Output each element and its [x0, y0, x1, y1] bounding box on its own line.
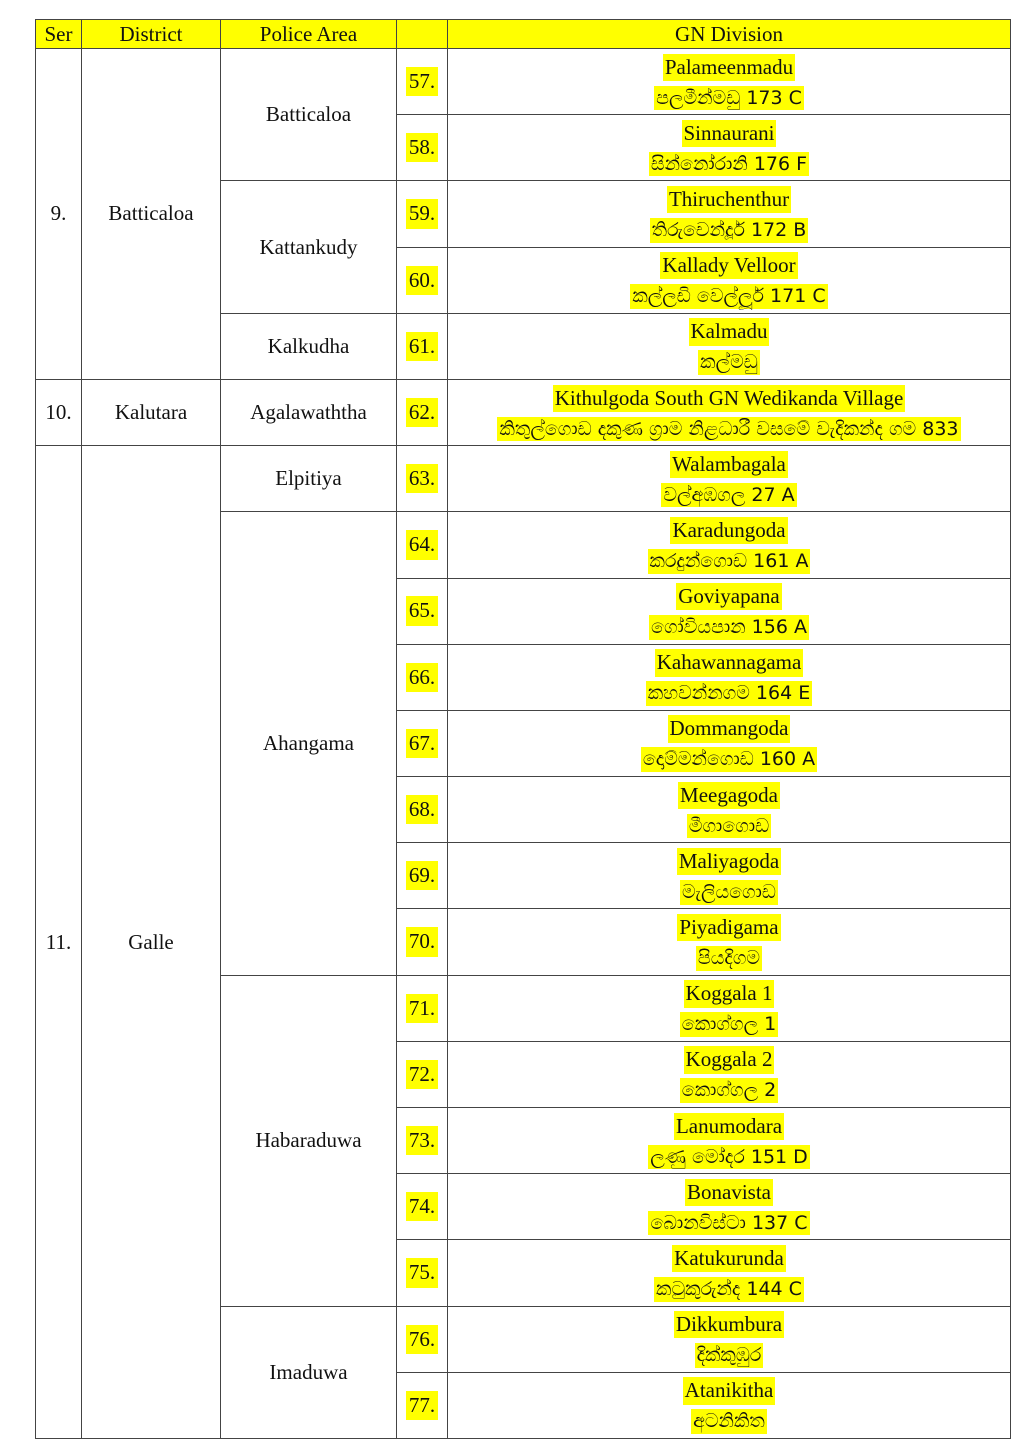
row-number-cell: [397, 247, 448, 313]
row-number: 76.: [406, 1325, 438, 1354]
gn-name-sinhala: මැලියගොඩ: [682, 880, 776, 903]
gn-name: Meegagoda: [678, 782, 780, 809]
gn-name: Goviyapana: [676, 583, 781, 610]
row-number: 57.: [406, 67, 438, 96]
row-number: 63.: [406, 464, 438, 493]
district-name: Galle: [128, 929, 174, 954]
gn-name: Maliyagoda: [677, 848, 781, 875]
row-number: 71.: [406, 994, 438, 1023]
gn-division-cell: [448, 578, 1011, 644]
serial-cell: [36, 379, 82, 445]
police-area-name: Batticaloa: [265, 102, 352, 127]
row-number: 66.: [406, 663, 438, 692]
gn-name-sinhala: දොම්මන්ගොඩ 160 A: [642, 748, 816, 771]
table-row: [36, 379, 1011, 445]
gn-division-cell: [448, 710, 1011, 776]
police-area-cell: [221, 49, 397, 181]
row-number-cell: [397, 975, 448, 1041]
row-number-cell: [397, 1240, 448, 1306]
row-number-cell: [397, 1306, 448, 1372]
header-row: [36, 20, 1011, 49]
gn-name: Palameenmadu: [663, 54, 795, 81]
gn-division-cell: [448, 446, 1011, 512]
gn-name: Lanumodara: [674, 1113, 784, 1140]
row-number-cell: [397, 909, 448, 975]
row-number-cell: [397, 777, 448, 843]
row-number-cell: [397, 115, 448, 181]
gn-name: Bonavista: [685, 1179, 773, 1206]
row-number-cell: [397, 710, 448, 776]
gn-name-sinhala: සින්නෝරානි 176 F: [650, 152, 808, 175]
table-row: [36, 49, 1011, 115]
gn-division-cell: [448, 644, 1011, 710]
gn-division-cell: [448, 379, 1011, 445]
district-name: Kalutara: [114, 400, 188, 425]
gn-division-cell: [448, 181, 1011, 247]
gn-name: Walambagala: [670, 451, 788, 478]
gn-division-cell: [448, 1240, 1011, 1306]
gn-name-sinhala: බොනවිස්ටා 137 C: [650, 1211, 808, 1234]
gn-name: Atanikitha: [683, 1377, 776, 1404]
gn-name: Sinnaurani: [682, 120, 777, 147]
row-number: 67.: [406, 729, 438, 758]
row-number-cell: [397, 313, 448, 379]
row-number-cell: [397, 49, 448, 115]
row-number: 69.: [406, 861, 438, 890]
gn-name-sinhala: දික්කුඹුර: [696, 1344, 762, 1367]
district-cell: [82, 49, 221, 380]
gn-name-sinhala: ගෝවියපාන 156 A: [651, 616, 807, 639]
police-area-name: Habaraduwa: [255, 1128, 362, 1153]
gn-name: Koggala 2: [684, 1046, 775, 1073]
gn-name-sinhala: තිරුචෙන්දූර් 172 B: [651, 218, 807, 241]
gn-division-cell: [448, 909, 1011, 975]
gn-name: Kahawannagama: [655, 649, 804, 676]
row-number: 73.: [406, 1126, 438, 1155]
row-number-cell: [397, 1372, 448, 1438]
gn-name: Dommangoda: [668, 715, 791, 742]
gn-name-sinhala: කල්ලඩි වෙල්ලූර් 171 C: [632, 285, 826, 308]
serial-cell: [36, 446, 82, 1439]
gn-division-cell: [448, 1372, 1011, 1438]
police-area-name: Ahangama: [263, 730, 354, 755]
row-number-cell: [397, 1041, 448, 1107]
gn-name-sinhala: කහවන්නගම 164 E: [647, 682, 811, 705]
gn-division-cell: [448, 512, 1011, 578]
gn-name-sinhala: ලණු මෝදර 151 D: [650, 1145, 808, 1168]
row-number-cell: [397, 843, 448, 909]
district-name: Batticaloa: [108, 201, 194, 226]
gn-name-sinhala: පියදිගම: [697, 947, 761, 970]
row-number: 58.: [406, 133, 438, 162]
police-area-cell: [221, 379, 397, 445]
gn-name: Piyadigama: [677, 914, 780, 941]
gn-division-cell: [448, 1108, 1011, 1174]
row-number: 59.: [406, 199, 438, 228]
row-number-cell: [397, 1108, 448, 1174]
police-area-cell: [221, 446, 397, 512]
header-gn-division: GN Division: [448, 20, 1011, 49]
row-number-cell: [397, 181, 448, 247]
row-number: 60.: [406, 266, 438, 295]
row-number-cell: [397, 578, 448, 644]
police-area-cell: [221, 1306, 397, 1438]
row-number: 64.: [406, 530, 438, 559]
police-area-cell: [221, 975, 397, 1306]
gn-division-cell: [448, 247, 1011, 313]
serial-number: 9.: [50, 201, 67, 226]
gn-name-sinhala: කරදුන්ගොඩ 161 A: [649, 549, 809, 572]
gn-name: Thiruchenthur: [667, 186, 791, 213]
serial-number: 11.: [45, 929, 72, 954]
gn-name-sinhala: මීගාගොඩ: [688, 814, 770, 837]
gn-name: Kithulgoda South GN Wedikanda Village: [553, 385, 906, 412]
gn-division-cell: [448, 1174, 1011, 1240]
gn-division-cell: [448, 975, 1011, 1041]
gn-name-sinhala: කිතුල්ගොඩ දකුණ ග්‍රාම නිළධාරී වසමේ වැදිකන්ද ගම 833: [499, 417, 959, 440]
gn-name-sinhala: කොග්ගල 2: [681, 1079, 777, 1102]
police-area-name: Kalkudha: [267, 333, 350, 358]
police-area-cell: [221, 181, 397, 313]
row-number: 65.: [406, 596, 438, 625]
gn-division-cell: [448, 843, 1011, 909]
row-number-cell: [397, 1174, 448, 1240]
gn-name-sinhala: අටනිකිත: [693, 1410, 765, 1433]
gn-name-sinhala: කොග්ගල 1: [681, 1013, 777, 1036]
row-number: 72.: [406, 1060, 438, 1089]
row-number: 77.: [406, 1391, 438, 1420]
gn-name: Kalmadu: [689, 318, 770, 345]
gn-name: Katukurunda: [672, 1245, 786, 1272]
gn-name: Karadungoda: [670, 517, 787, 544]
row-number: 70.: [406, 927, 438, 956]
serial-number: 10.: [45, 400, 72, 425]
gn-name: Koggala 1: [684, 980, 775, 1007]
gn-division-cell: [448, 49, 1011, 115]
header-ser: Ser: [36, 20, 82, 49]
gn-division-cell: [448, 313, 1011, 379]
gn-division-cell: [448, 1306, 1011, 1372]
row-number: 61.: [406, 332, 438, 361]
gn-division-cell: [448, 1041, 1011, 1107]
police-area-name: Agalawaththa: [250, 400, 367, 425]
police-area-name: Imaduwa: [269, 1359, 348, 1384]
gn-name: Kallady Velloor: [660, 252, 797, 279]
gn-division-cell: [448, 777, 1011, 843]
row-number: 75.: [406, 1258, 438, 1287]
row-number: 62.: [406, 398, 438, 427]
row-number-cell: [397, 446, 448, 512]
header-police-area: Police Area: [221, 20, 397, 49]
police-area-cell: [221, 512, 397, 975]
gn-name-sinhala: කල්මඩු: [700, 351, 758, 374]
district-cell: [82, 446, 221, 1439]
police-area-name: Elpitiya: [275, 466, 342, 491]
gn-name-sinhala: වල්අඹගල 27 A: [663, 483, 795, 506]
header-number: [397, 20, 448, 49]
gn-name-sinhala: කටුකුරුන්ද 144 C: [656, 1277, 802, 1300]
gn-name: Dikkumbura: [674, 1311, 784, 1338]
row-number-cell: [397, 644, 448, 710]
header-district: District: [82, 20, 221, 49]
police-area-name: Kattankudy: [259, 234, 358, 259]
gn-name-sinhala: පලමීන්මඩු 173 C: [656, 86, 802, 109]
row-number-cell: [397, 379, 448, 445]
row-number-cell: [397, 512, 448, 578]
district-cell: [82, 379, 221, 445]
row-number: 68.: [406, 795, 438, 824]
serial-cell: [36, 49, 82, 380]
gn-division-table: [35, 19, 1011, 1439]
table-row: [36, 446, 1011, 512]
gn-division-cell: [448, 115, 1011, 181]
police-area-cell: [221, 313, 397, 379]
row-number: 74.: [406, 1192, 438, 1221]
